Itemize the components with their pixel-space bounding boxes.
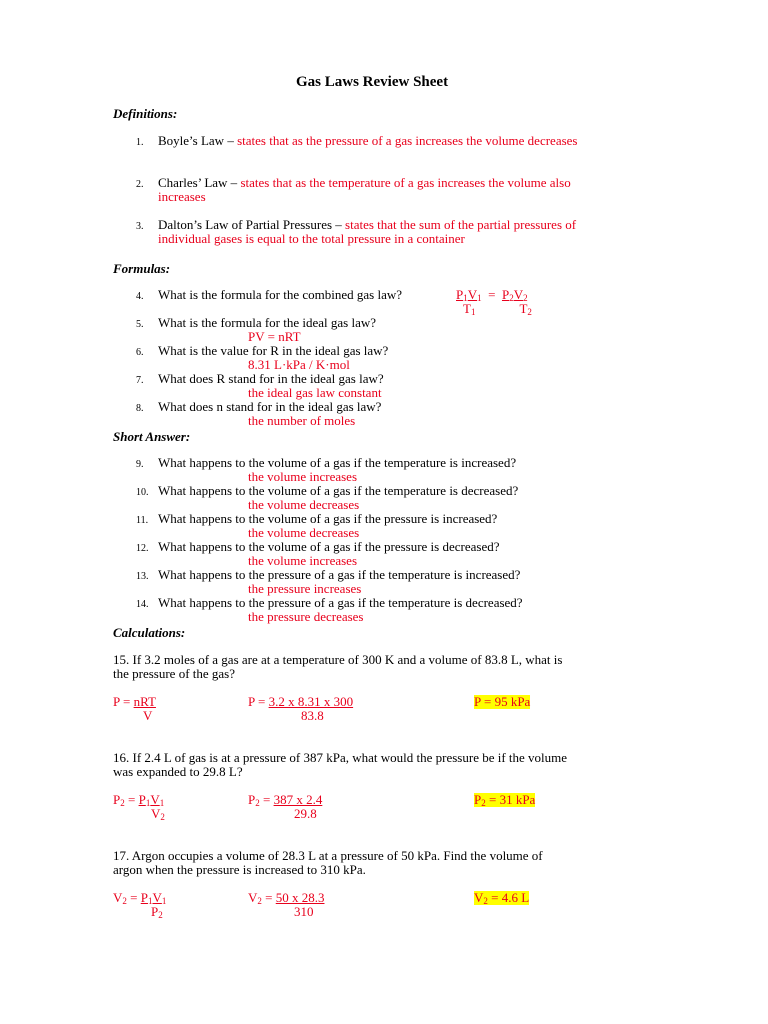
combined-gas-law-formula: $P_1V_1 = P_2V_2$ [456, 287, 528, 303]
result-highlight: P = 95 kPa [474, 694, 531, 709]
formula-denominator: $V_2$ [151, 806, 165, 822]
answer: the ideal gas law constant [248, 385, 382, 400]
formula-numerator: nRT [133, 694, 156, 709]
definition-term: Charles’ Law – [158, 175, 238, 190]
formula-denominator: $P_2$ [151, 904, 163, 920]
ideal-gas-formula [113, 695, 156, 709]
question: What happens to the volume of a gas if the temperature is increased? [158, 455, 517, 470]
definition-answer-cont: individual gases is equal to the total pressure in a container [158, 231, 465, 246]
question: What does R stand for in the ideal gas law? [158, 371, 384, 386]
question: What happens to the volume of a gas if the pressure is increased? [158, 511, 498, 526]
substitution-lhs: P = [248, 694, 269, 709]
definition-item [158, 134, 577, 148]
answer: the number of moles [248, 413, 356, 428]
substitution: $V_2 = 50$ x 28.3 [248, 890, 325, 906]
substitution: $P_2 = 387$ x 2.4 [248, 792, 323, 808]
calc-question-line: 17. Argon occupies a volume of 28.3 L at a pressure of 50 kPa. Find the volume of [113, 848, 543, 863]
item-number: 2. [136, 179, 144, 190]
calc-question-line: was expanded to 29.8 L? [113, 764, 243, 779]
definition-answer-cont: increases [158, 189, 206, 204]
substitution [248, 695, 353, 709]
item-number: 10. [136, 487, 149, 498]
answer: the volume increases [248, 469, 358, 484]
substitution-denominator: 310 [294, 904, 314, 919]
substitution-denominator: 29.8 [294, 806, 317, 821]
short-answer-heading: Short Answer: [113, 429, 191, 444]
question: What is the formula for the ideal gas law? [158, 315, 377, 330]
calc-question-line: argon when the pressure is increased to 310 kPa. [113, 862, 366, 877]
question: What happens to the volume of a gas if the pressure is decreased? [158, 539, 500, 554]
substitution-numerator: 3.2 x 8.31 x 300 [268, 694, 354, 709]
definitions-heading: Definitions: [113, 106, 178, 121]
boyles-law-formula: $V_2 = P_1V_1$ [113, 890, 167, 906]
definition-term: Dalton’s Law of Partial Pressures – [158, 217, 342, 232]
formula-lhs: P = [113, 694, 134, 709]
item-number: 3. [136, 221, 144, 232]
formulas-heading: Formulas: [113, 261, 171, 276]
item-number: 11. [136, 515, 149, 526]
item-number: 7. [136, 375, 144, 386]
item-number: 12. [136, 543, 149, 554]
question: What is the formula for the combined gas law? [158, 287, 403, 302]
definition-item [158, 218, 576, 232]
calc-question-line: 15. If 3.2 moles of a gas are at a temperature of 300 K and a volume of 83.8 L, what is [113, 652, 563, 667]
definition-item [158, 176, 571, 190]
item-number: 4. [136, 291, 144, 302]
answer: the volume increases [248, 553, 358, 568]
definition-answer: states that as the pressure of a gas increases the volume decreases [237, 133, 578, 148]
answer: the volume decreases [248, 525, 360, 540]
item-number: 13. [136, 571, 149, 582]
substitution-numerator: 50 x 28.3 [275, 890, 325, 905]
answer: the pressure decreases [248, 609, 364, 624]
answer: 8.31 L·kPa / K·mol [248, 357, 350, 372]
question: What is the value for R in the ideal gas law? [158, 343, 389, 358]
definition-answer: states that the sum of the partial pressures of [345, 217, 577, 232]
formula-denominator: V [143, 708, 153, 723]
definition-term: Boyle’s Law – [158, 133, 234, 148]
item-number: 6. [136, 347, 144, 358]
combined-gas-law-denominators: $T_1$ $T_2$ [463, 301, 532, 317]
boyles-law-formula: $P_2 = P_1V_1$ [113, 792, 165, 808]
answer: the pressure increases [248, 581, 362, 596]
page-title: Gas Laws Review Sheet [296, 74, 449, 90]
result-value: 4.6 L [501, 890, 530, 905]
calculations-heading: Calculations: [113, 625, 186, 640]
calc-question-line: the pressure of the gas? [113, 666, 236, 681]
question: What happens to the pressure of a gas if the temperature is increased? [158, 567, 521, 582]
item-number: 14. [136, 599, 149, 610]
item-number: 8. [136, 403, 144, 414]
result-value: 31 kPa [499, 792, 536, 807]
result-highlight: $V_2 = 4.6$ L [474, 890, 530, 906]
answer: PV = nRT [248, 329, 301, 344]
calc-question-line: 16. If 2.4 L of gas is at a pressure of 387 kPa, what would the pressure be if the volume [113, 750, 568, 765]
item-number: 1. [136, 137, 144, 148]
item-number: 5. [136, 319, 144, 330]
question: What happens to the volume of a gas if the temperature is decreased? [158, 483, 519, 498]
substitution-denominator: 83.8 [301, 708, 324, 723]
definition-answer: states that as the temperature of a gas increases the volume also [240, 175, 571, 190]
answer: the volume decreases [248, 497, 360, 512]
item-number: 9. [136, 459, 144, 470]
question: What happens to the pressure of a gas if the temperature is decreased? [158, 595, 523, 610]
question: What does n stand for in the ideal gas law? [158, 399, 382, 414]
substitution-numerator: 387 x 2.4 [273, 792, 323, 807]
result-highlight: $P_2 = 31$ kPa [474, 792, 536, 808]
